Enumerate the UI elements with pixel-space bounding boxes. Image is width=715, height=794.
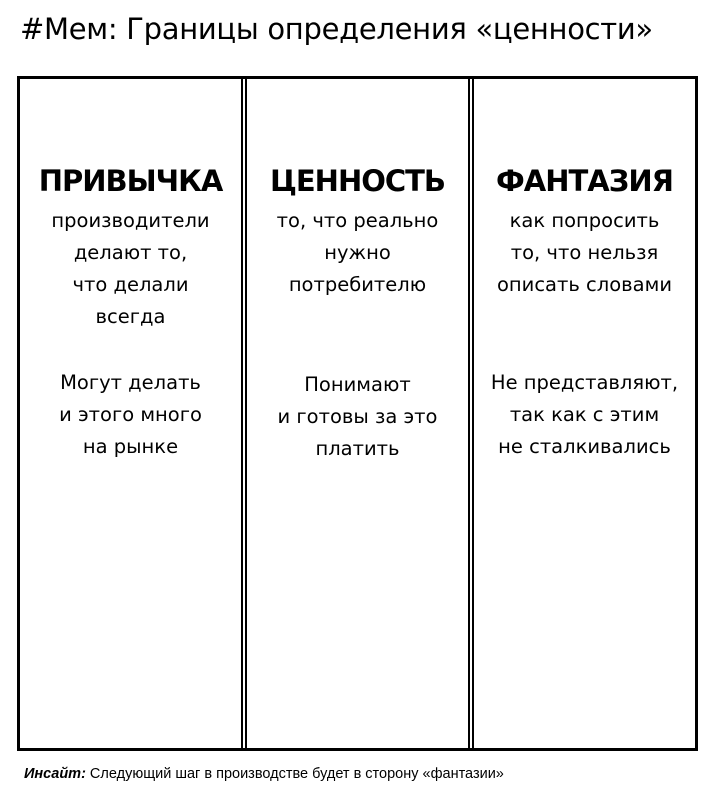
column-note: Не представляют, так как с этим не сталкивались bbox=[490, 371, 679, 458]
insight-label: Инсайт: bbox=[24, 766, 86, 782]
column-note: Могут делать и этого много на рынке bbox=[59, 371, 202, 458]
comparison-table bbox=[17, 76, 698, 751]
column-heading: ЦЕННОСТЬ bbox=[269, 164, 446, 198]
column-fantasy bbox=[468, 79, 695, 748]
column-description: как попросить то, что нельзя описать словами bbox=[496, 209, 672, 296]
page-title: #Мем: Границы определения «ценности» bbox=[20, 12, 653, 46]
column-habit bbox=[20, 79, 241, 748]
column-description: то, что реально нужно потребителю bbox=[276, 209, 439, 296]
insight-text: Следующий шаг в производстве будет в сторону «фантазии» bbox=[85, 766, 504, 782]
column-description: производители делают то, что делали всегда bbox=[51, 209, 210, 328]
column-note: Понимают и готовы за это платить bbox=[277, 373, 438, 460]
column-heading: ФАНТАЗИЯ bbox=[496, 164, 673, 198]
column-value bbox=[241, 79, 468, 748]
insight-footer bbox=[24, 764, 504, 784]
column-heading: ПРИВЫЧКА bbox=[38, 164, 223, 198]
